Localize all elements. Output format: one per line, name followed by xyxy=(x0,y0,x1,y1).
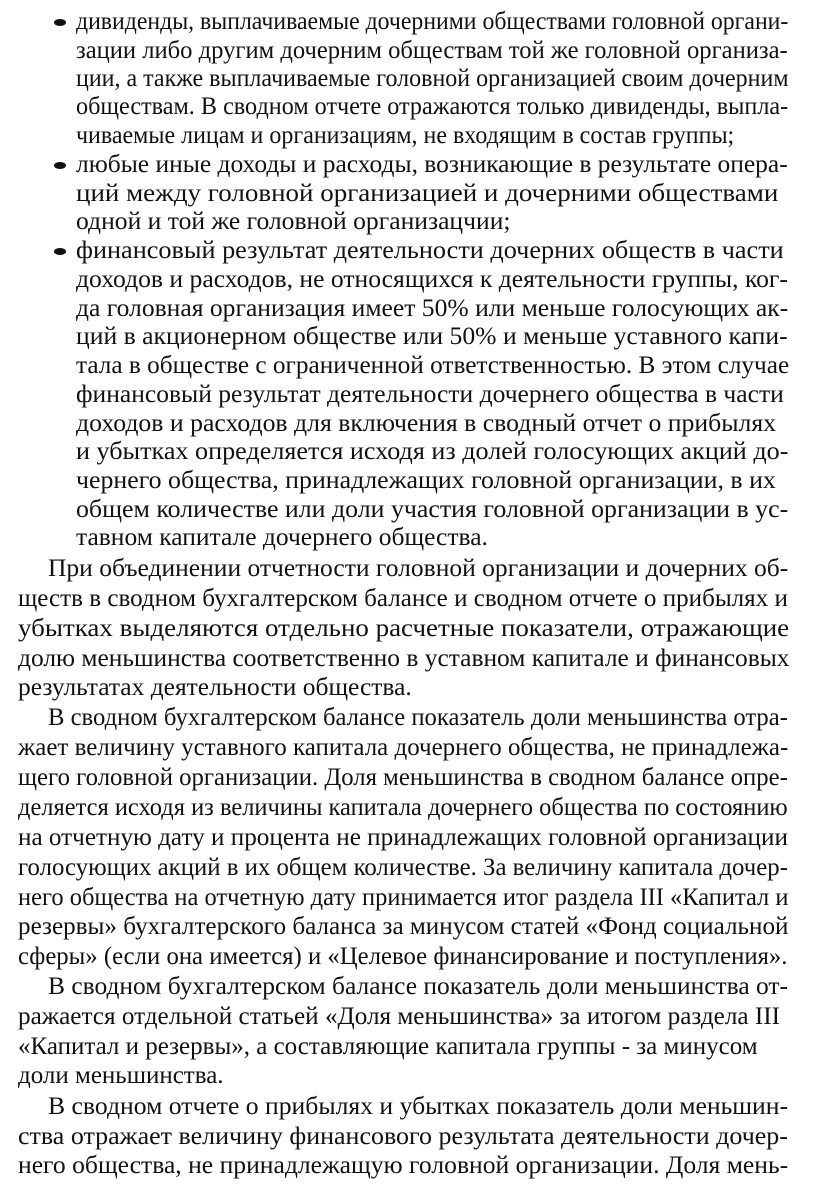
text-line: него общества, не принадлежащую головной организации. Доля мень- xyxy=(18,1152,789,1179)
text-line: финансовый результат деятельности дочернего общества в части xyxy=(76,381,784,408)
text-line: доли меньшинства. xyxy=(18,1062,224,1089)
text-line: на отчетную дату и процента не принадлежащих головной организации xyxy=(18,824,788,851)
text-line: чиваемые лицам и организациям, не входящим в состав группы; xyxy=(76,122,735,149)
text-line: финансовый результат деятельности дочерних обществ в части xyxy=(76,237,784,264)
text-line: тала в обществе с ограниченной ответственностью. В этом случае xyxy=(76,352,790,379)
text-line: ции, а также выплачиваемые головной организацией своим дочерним xyxy=(76,65,789,92)
text-line: результатах деятельности общества. xyxy=(18,674,412,701)
text-line: жает величину уставного капитала дочернего общества, не принадлежа- xyxy=(18,734,789,761)
text-line: ций между головной организацией и дочерними обществами xyxy=(76,180,779,207)
text-line: тавном капитале дочернего общества. xyxy=(76,524,488,551)
text-line: ществ в сводном бухгалтерском балансе и сводном отчете о прибылях и xyxy=(18,585,788,612)
text-line: доходов и расходов, не относящихся к деятельности группы, ког- xyxy=(76,266,788,293)
text-line: зации либо другим дочерним обществам той же головной организа- xyxy=(76,37,788,64)
text-line: «Капитал и резервы», а составляющие капитала группы - за минусом xyxy=(18,1033,758,1060)
text-line: и убытках определяется исходя из долей голосующих акций до- xyxy=(76,438,789,465)
text-line: резервы» бухгалтерского баланса за минусом статей «Фонд социальной xyxy=(18,913,789,940)
text-line: щего головной организации. Доля меньшинства в сводном балансе опре- xyxy=(18,764,788,791)
text-line: любые иные доходы и расходы, возникающие в результате опера- xyxy=(76,151,788,178)
text-line: В сводном бухгалтерском балансе показатель доли меньшинства от- xyxy=(48,973,788,1000)
text-line: общем количестве или доли участия головной организации в ус- xyxy=(76,496,789,523)
text-line: него общества на отчетную дату принимается итог раздела III «Капитал и xyxy=(18,884,789,911)
text-line: ций в акционерном обществе или 50% и меньше уставного капи- xyxy=(76,323,788,350)
bullet-dot-icon xyxy=(54,162,66,169)
text-line: убытках выделяются отдельно расчетные показатели, отражающие xyxy=(18,615,790,642)
text-line: ражается отдельной статьей «Доля меньшинства» за итогом раздела III xyxy=(18,1003,780,1030)
text-line: чернего общества, принадлежащих головной организации, в их xyxy=(76,467,776,494)
bullet-dot-icon xyxy=(54,248,66,255)
text-line: долю меньшинства соответственно в уставном капитале и финансовых xyxy=(18,645,790,672)
text-line: деляется исходя из величины капитала дочернего общества по состоянию xyxy=(18,794,788,821)
text-line: дивиденды, выплачиваемые дочерними обществами головной органи- xyxy=(76,8,789,35)
text-line: сферы» (если она имеется) и «Целевое финансирование и поступления». xyxy=(18,943,788,970)
text-line: доходов и расходов для включения в сводный отчет о прибылях xyxy=(76,410,777,437)
text-line: В сводном отчете о прибылях и убытках показатель доли меньшин- xyxy=(48,1093,789,1120)
text-line: обществам. В сводном отчете отражаются только дивиденды, выпла- xyxy=(76,93,789,120)
text-line: одной и той же головной организацчии; xyxy=(76,208,511,235)
text-line: При объединении отчетности головной организации и дочерних об- xyxy=(48,555,789,582)
text-line: голосующих акций в их общем количестве. За величину капитала дочер- xyxy=(18,854,788,881)
text-line: В сводном бухгалтерском балансе показатель доли меньшинства отра- xyxy=(48,704,788,731)
text-line: ства отражает величину финансового результата деятельности дочер- xyxy=(18,1123,788,1150)
bullet-dot-icon xyxy=(54,19,66,26)
text-line: да головная организация имеет 50% или меньше голосующих ак- xyxy=(76,295,789,322)
